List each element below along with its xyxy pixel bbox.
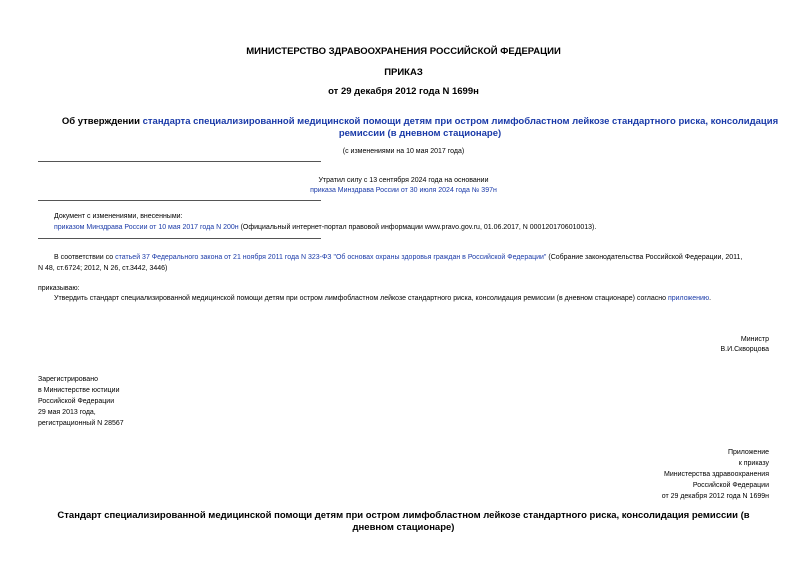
preamble-line1: [54, 252, 774, 263]
divider: [38, 200, 321, 201]
approve-end: .: [709, 295, 712, 302]
appendix-link[interactable]: приложению: [667, 295, 710, 302]
order-date-number: от 29 декабря 2012 года N 1699н: [328, 86, 479, 97]
divider: [38, 161, 321, 162]
registration-line: Зарегистрировано: [38, 376, 98, 383]
signature-name: В.И.Скворцова: [720, 346, 769, 353]
preamble-rest: (Собрание законодательства Российской Федерации, 2011,: [546, 254, 743, 261]
appendix-line: от 29 декабря 2012 года N 1699н: [661, 493, 769, 500]
signature-position: Министр: [740, 336, 769, 343]
amendment-text: [54, 222, 774, 233]
lost-force-link[interactable]: приказа Минздрава России от 30 июля 2024 года № 397н: [310, 187, 497, 194]
preamble-prefix: В соответствии со: [54, 254, 116, 261]
appendix-line: Российской Федерации: [692, 482, 769, 489]
changes-note: (с изменениями на 10 мая 2017 года): [342, 148, 465, 155]
registration-line: в Министерстве юстиции: [38, 387, 120, 394]
amendment-link[interactable]: приказом Минздрава России от 10 мая 2017 года N 200н: [54, 224, 239, 231]
appendix-line: к приказу: [738, 460, 769, 467]
lost-force-text: Утратил силу с 13 сентября 2024 года на основании: [318, 177, 489, 184]
standard-title: Стандарт специализированной медицинской помощи детям при остром лимфобластном лейкозе стандартного риска, консолидация ремиссии (в дневном стационаре): [57, 510, 750, 533]
title-link[interactable]: стандарта специализированной медицинской помощи детям при остром лимфобластном лейкозе стандартного риска, консолидация ремиссии (в дневном стационаре): [142, 116, 779, 139]
amendment-label: Документ с изменениями, внесенными:: [54, 213, 183, 220]
preamble-link[interactable]: статьей 37 Федерального закона от 21 ноября 2011 года N 323-ФЗ "Об основах охраны здоровья граждан в Российской Федерации": [115, 254, 547, 261]
ministry-heading: МИНИСТЕРСТВО ЗДРАВООХРАНЕНИЯ РОССИЙСКОЙ ФЕДЕРАЦИИ: [246, 46, 561, 57]
approve-text: Утвердить стандарт специализированной медицинской помощи детям при остром лимфобластном лейкозе стандартного риска, консолидация ремиссии (в дневном стационаре) согласно: [54, 295, 668, 302]
appendix-line: Министерства здравоохранения: [664, 471, 769, 478]
amendment-rest: (Официальный интернет-портал правовой информации www.pravo.gov.ru, 01.06.2017, N 0001201706010013).: [238, 224, 597, 231]
title-prefix: Об утверждении: [61, 116, 143, 127]
preamble-line2: N 48, ст.6724; 2012, N 26, ст.3442, 3446): [38, 265, 168, 272]
registration-line: Российской Федерации: [38, 398, 115, 405]
registration-line: регистрационный N 28567: [38, 420, 124, 427]
document-title: [60, 116, 780, 140]
approve-paragraph: [54, 293, 794, 304]
order-word: приказываю:: [38, 285, 80, 292]
order-heading: ПРИКАЗ: [384, 67, 423, 78]
divider: [38, 238, 321, 239]
registration-line: 29 мая 2013 года,: [38, 409, 96, 416]
appendix-line: Приложение: [727, 449, 769, 456]
